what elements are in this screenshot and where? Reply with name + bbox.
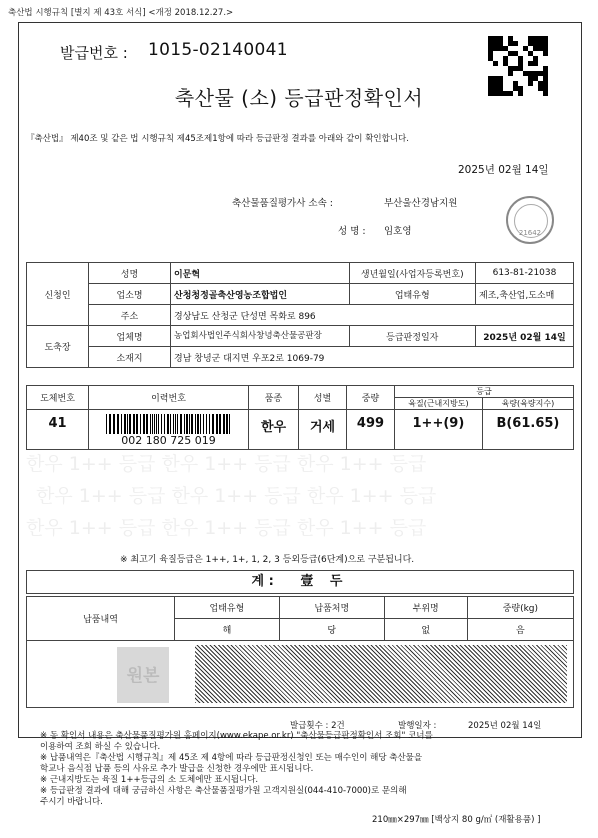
yield-header: 육량(육량지수) (482, 398, 573, 410)
note-line: ※ 등급판정 결과에 대해 궁금하신 사항은 축산물품질평가원 고객지원실(044-410-7000)로 문의해 (40, 786, 407, 796)
issue-date: 2025년 02월 14일 (468, 721, 542, 731)
security-watermark (26, 448, 574, 544)
quality-header: 육질(근내지방도) (395, 398, 483, 410)
official-seal-icon (506, 196, 554, 244)
issue-number-label: 발급번호 : (60, 44, 128, 62)
grader-affiliation: 부산울산경남지원 (384, 198, 458, 209)
grade-note: ※ 최고기 육질등급은 1++, 1+, 1, 2, 3 등외등급(6단계)으로 구분됩니다. (120, 555, 415, 565)
barcode-icon (92, 412, 245, 434)
note-line: 주시기 바랍니다. (40, 797, 103, 807)
watermark-line: 한우 1++ 등급 한우 1++ 등급 한우 1++ 등급 (26, 453, 427, 475)
slaughterhouse-company: 농업회사법인주식회사창녕축산물공판장 (171, 326, 350, 347)
note-line: ※ 동 확인서 내용은 축산물품질평가원 홈페이지(www.ekape.or.kr) "축산물등급판정확인서 조회" 코너를 (40, 731, 433, 741)
watermark-line: 한우 1++ 등급 한우 1++ 등급 한우 1++ 등급 (26, 517, 427, 539)
original-stamp-icon (117, 647, 169, 703)
delivery-cell: 음 (467, 619, 573, 641)
applicant-name: 이문혁 (171, 263, 350, 284)
grade-header: 등급 (395, 386, 574, 398)
carcass-no-header: 도체번호 (27, 386, 89, 410)
breed-header: 품종 (249, 386, 299, 410)
form-header-note: 축산법 시행규칙 [별지 제 43호 서식] <개정 2018.12.27.> (8, 8, 234, 18)
delivery-cell: 당 (279, 619, 384, 641)
delivery-header: 납품처명 (279, 597, 384, 619)
slaughterhouse-company-label: 업체명 (89, 326, 171, 347)
company-label: 업소명 (89, 284, 171, 305)
note-line: ※ 근내지방도는 육질 1++등급의 소 도체에만 표시됩니다. (40, 775, 259, 785)
trace-no: 002 180 725 019 (121, 434, 216, 447)
weight: 499 (347, 410, 395, 450)
birth-label: 생년월일(사업자등록번호) (349, 263, 475, 284)
certificate-date: 2025년 02월 14일 (458, 164, 549, 176)
legal-basis-text: 『축산법』 제40조 및 같은 법 시행규칙 제45조제1항에 따라 등급판정 결과를 아래와 같이 확인합니다. (26, 134, 409, 144)
note-line: 이용하여 조회 하실 수 있습니다. (40, 742, 161, 752)
applicant-table (26, 262, 574, 368)
slaughterhouse-section: 도축장 (27, 326, 89, 368)
quality-grade: 1++(9) (395, 410, 483, 450)
breed: 한우 (249, 410, 299, 450)
company-name: 산청청정골축산영농조합법인 (171, 284, 350, 305)
address: 경상남도 산청군 단성면 목화로 896 (171, 305, 574, 326)
business-type: 제조,축산업,도소매 (476, 284, 574, 305)
location-label: 소재지 (89, 347, 171, 368)
delivery-header: 업태유형 (175, 597, 280, 619)
issue-number: 1015-02140041 (148, 40, 288, 60)
notes (40, 731, 560, 808)
grading-date-label: 등급판정일자 (349, 326, 475, 347)
total-row (26, 570, 574, 594)
weight-header: 중량 (347, 386, 395, 410)
watermark-line: 한우 1++ 등급 한우 1++ 등급 한우 1++ 등급 (36, 485, 437, 507)
carcass-table (26, 385, 574, 450)
paper-spec: 210㎜×297㎜ [백상지 80 g/㎡ (재활용품) ] (372, 815, 541, 825)
total-label: 계 : (251, 574, 274, 589)
security-pattern-box (26, 640, 574, 708)
note-line: 학교나 음식점 납품 등의 사유로 추가 발급을 신청한 경우에만 표시됩니다. (40, 764, 314, 774)
carcass-no: 41 (27, 410, 89, 450)
address-label: 주소 (89, 305, 171, 326)
applicant-name-label: 성명 (89, 263, 171, 284)
trace-no-header: 이력번호 (89, 386, 249, 410)
note-line: ※ 납품내역은『축산법 시행규칙』제 45조 제 4항에 따라 등급판정신청인 또는 매수인이 해당 축산물을 (40, 753, 423, 763)
delivery-label: 납품내역 (27, 597, 175, 641)
total-value: 壹 두 (300, 574, 349, 589)
issue-count: 발급횟수 : 2건 (290, 721, 345, 731)
delivery-cell: 해 (175, 619, 280, 641)
delivery-table (26, 596, 574, 641)
sex: 거세 (299, 410, 347, 450)
grader-name: 임호영 (384, 226, 412, 237)
grader-name-label: 성 명 : (338, 226, 366, 237)
delivery-header: 중량(kg) (467, 597, 573, 619)
location: 경남 창녕군 대지면 우포2로 1069-79 (171, 347, 574, 368)
applicant-section: 신청인 (27, 263, 89, 326)
sex-header: 성별 (299, 386, 347, 410)
issue-date-label: 발행일자 : (398, 721, 437, 731)
delivery-header: 부위명 (384, 597, 467, 619)
grading-date: 2025년 02월 14일 (476, 326, 574, 347)
seal-number: 21642 (518, 229, 542, 237)
grader-affiliation-label: 축산물품질평가사 소속 : (232, 198, 334, 209)
business-type-label: 업태유형 (349, 284, 475, 305)
security-noise-pattern (195, 645, 567, 703)
document-title: 축산물 (소) 등급판정확인서 (174, 86, 424, 110)
delivery-cell: 없 (384, 619, 467, 641)
birth-value: 613-81-21038 (476, 263, 574, 284)
yield-grade: B(61.65) (482, 410, 573, 450)
original-stamp: 원본 (126, 666, 160, 686)
qr-code-icon (488, 36, 550, 108)
